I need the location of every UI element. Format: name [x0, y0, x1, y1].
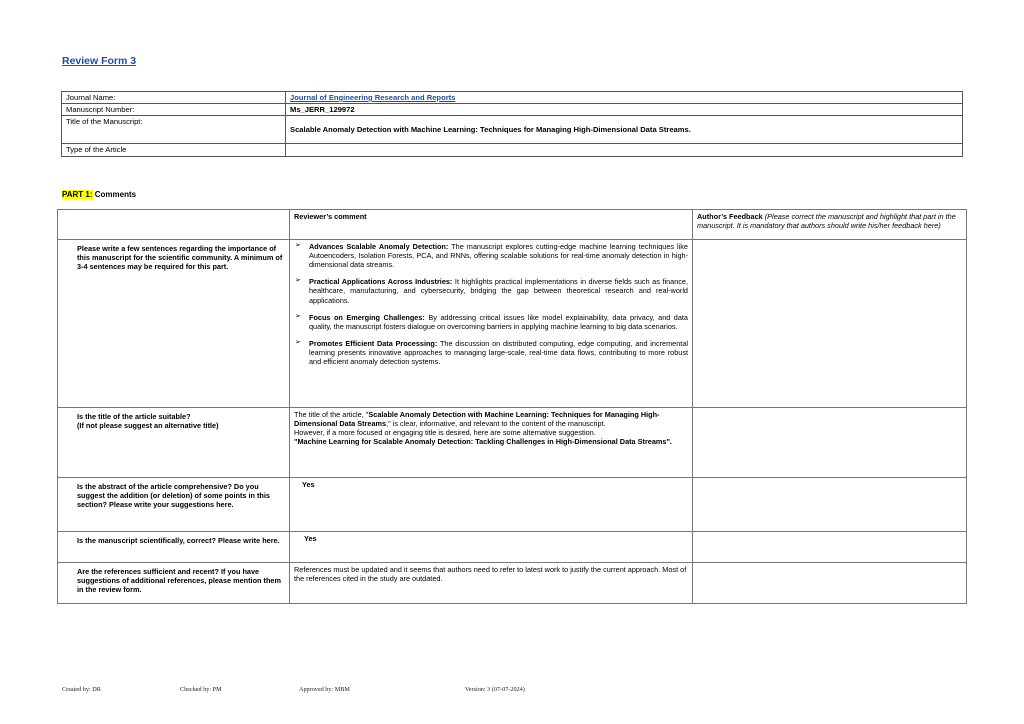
author-feedback-cell[interactable]	[693, 478, 967, 532]
author-feedback-cell[interactable]	[693, 563, 967, 604]
part-label: PART 1:	[62, 190, 93, 199]
journal-link[interactable]: Journal of Engineering Research and Reports	[290, 93, 456, 102]
footer-approved: Approved by: MBM	[299, 686, 350, 693]
author-feedback-cell[interactable]	[693, 532, 967, 563]
bullet-head: Advances Scalable Anomaly Detection:	[309, 242, 449, 251]
comment-title-suggestion: "Machine Learning for Scalable Anomaly Detection: Tackling Challenges in High-Dimensional Data Streams".	[294, 437, 672, 447]
table-row	[58, 532, 967, 563]
list-item	[295, 277, 688, 305]
author-feedback-cell[interactable]	[693, 240, 967, 408]
list-item	[295, 312, 688, 331]
question-abstract: Is the abstract of the article comprehensive? Do you suggest the addition (or deletion) of some points in this section? Please write your suggestions here.	[58, 478, 290, 532]
footer-checked: Checked by: PM	[180, 686, 222, 693]
question-scientific: Is the manuscript scientifically, correct? Please write here.	[58, 532, 290, 563]
manuscript-title: Scalable Anomaly Detection with Machine Learning: Techniques for Managing High-Dimensional Data Streams.	[286, 116, 963, 144]
footer-created: Created by: DR	[62, 686, 101, 693]
author-feedback-header	[693, 210, 967, 240]
question-title	[58, 408, 290, 478]
comment-title	[290, 408, 693, 478]
info-row-manuscript	[62, 104, 963, 116]
arrow-bullet-icon: ➢	[295, 242, 301, 249]
title-label: Title of the Manuscript:	[62, 116, 286, 144]
info-row-type	[62, 144, 963, 157]
header-row	[58, 210, 967, 240]
importance-bullet-list	[294, 242, 688, 366]
table-row	[58, 240, 967, 408]
comment-title-line2: However, if a more focused or engaging title is desired, here are some alternative suggestion.	[294, 428, 596, 438]
comment-title-mid: ," is clear, informative, and relevant to the content of the manuscript.	[386, 419, 606, 429]
author-feedback-bold: Author’s Feedback	[697, 212, 763, 221]
form-title: Review Form 3	[62, 55, 137, 67]
arrow-bullet-icon: ➢	[295, 277, 301, 285]
bullet-head: Focus on Emerging Challenges:	[309, 312, 425, 322]
author-feedback-cell[interactable]	[693, 408, 967, 478]
info-row-title	[62, 116, 963, 144]
info-row-journal	[62, 92, 963, 104]
footer-version: Version: 3 (07-07-2024)	[465, 686, 525, 693]
comment-scientific: Yes	[290, 532, 693, 563]
reviewer-comment-header: Reviewer’s comment	[290, 210, 693, 240]
question-title-line1: Is the title of the article suitable?	[77, 412, 191, 421]
comments-table	[57, 209, 967, 604]
manuscript-label: Manuscript Number:	[62, 104, 286, 116]
journal-label: Journal Name:	[62, 92, 286, 104]
table-row	[58, 563, 967, 604]
bullet-head: Practical Applications Across Industries:	[309, 277, 453, 287]
comment-title-current: Scalable Anomaly Detection with Machine Learning: Techniques for Managing High-Dimensional Data Streams	[294, 410, 660, 429]
bullet-text: The discussion on distributed computing, edge computing, and incremental learning presents innovative approaches to managing large-scale, real-time data flows, contributing to more robust and efficient anomaly detection systems.	[309, 338, 688, 367]
part-rest: Comments	[92, 190, 137, 199]
author-feedback-note: (Please correct the manuscript and highlight that part in the manuscript. It is mandatory that authors should write his/her feedback here)	[697, 212, 956, 231]
question-title-line2: (If not please suggest an alternative title)	[77, 421, 219, 431]
table-row	[58, 408, 967, 478]
bullet-text: It highlights practical implementations in diverse fields such as finance, healthcare, manufacturing, and cybersecurity, bridging the gap between theoretical research and real-world applications.	[309, 277, 688, 305]
comment-abstract: Yes	[290, 478, 693, 532]
question-references: Are the references sufficient and recent? If you have suggestions of additional references, please mention them in the review form.	[58, 563, 290, 604]
arrow-bullet-icon: ➢	[295, 338, 301, 346]
header-empty-cell	[58, 210, 290, 240]
arrow-bullet-icon: ➢	[295, 312, 301, 320]
type-value	[286, 144, 963, 157]
comment-title-pre: The title of the article, "	[294, 410, 369, 419]
list-item	[295, 242, 688, 270]
list-item	[295, 338, 688, 367]
bullet-text: The manuscript explores cutting-edge machine learning techniques like Autoencoders, Isolation Forests, PCA, and RNNs, offering scalable solutions for real-time anomaly detection in high-dimensional data streams.	[309, 242, 688, 270]
part-heading	[62, 190, 136, 199]
table-row	[58, 478, 967, 532]
bullet-text: By addressing critical issues like model explainability, data privacy, and data quality, the manuscript fosters dialogue on overcoming barriers in applying machine learning to big data scenarios.	[309, 312, 688, 331]
comment-references: References must be updated and it seems that authors need to refer to latest work to justify the current approach. Most of the references cited in the study are outdated.	[290, 563, 693, 604]
bullet-head: Promotes Efficient Data Processing:	[309, 338, 438, 348]
question-importance: Please write a few sentences regarding the importance of this manuscript for the scientific community. A minimum of 3-4 sentences may be required for this part.	[58, 240, 290, 408]
type-label: Type of the Article	[62, 144, 286, 157]
comment-importance	[290, 240, 693, 408]
manuscript-number: Ms_JERR_129972	[286, 104, 963, 116]
manuscript-info-table	[61, 91, 963, 157]
